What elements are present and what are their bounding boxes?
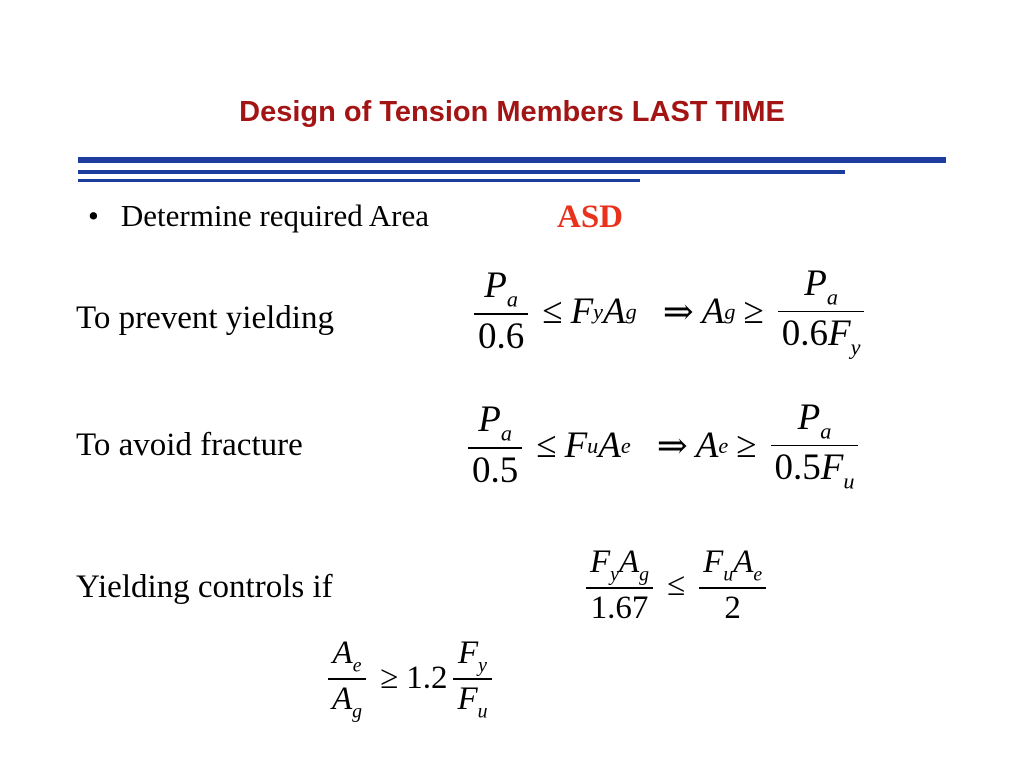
fraction-fyag-over-167: $\frac{F_yA_g}{1.67}$: [586, 543, 653, 628]
rule-middle: [78, 170, 845, 174]
method-label: ASD: [557, 199, 624, 235]
fraction-pa-over-05: $\frac{P_a}{0.5}$: [468, 398, 522, 493]
fraction-pa-over-06: $\frac{P_a}{0.6}$: [474, 264, 528, 359]
fraction-ae-over-ag: $\frac{A_e}{A_g}$: [328, 634, 366, 724]
label-yielding-controls: Yielding controls if: [76, 569, 333, 605]
rule-top: [78, 157, 946, 163]
bullet-item: [88, 198, 429, 234]
equation-controls: $\frac{F_yA_g}{1.67}$ ≤ $\frac{F_uA_e}{2}$: [580, 543, 772, 628]
equation-fracture: $\frac{P_a}{0.5}$ ≤ F u A e ⇒ A e ≥ $\frac{P_a}{0.5F_u}$: [462, 396, 864, 495]
equation-ratio: $\frac{A_e}{A_g}$ ≥ 1.2 $\frac{F_y}{F_u}$: [322, 634, 498, 724]
bullet-symbol: •: [88, 198, 99, 233]
rule-bottom: [78, 179, 640, 182]
fraction-pa-over-06fy: $\frac{P_a}{0.6F_y}$: [778, 262, 865, 361]
label-avoid-fracture: To avoid fracture: [76, 427, 303, 463]
equation-yielding: $\frac{P_a}{0.6}$ ≤ F y A g ⇒ A g ≥ $\frac{P_a}{0.6F_y}$: [468, 262, 870, 361]
bullet-text: Determine required Area: [120, 198, 429, 233]
fraction-fuae-over-2: $\frac{F_uA_e}{2}$: [699, 543, 766, 628]
label-prevent-yielding: To prevent yielding: [76, 300, 334, 336]
fraction-pa-over-05fu: $\frac{P_a}{0.5F_u}$: [771, 396, 859, 495]
fraction-fy-over-fu: $\frac{F_y}{F_u}$: [453, 634, 491, 724]
slide-title: Design of Tension Members LAST TIME: [239, 96, 785, 128]
